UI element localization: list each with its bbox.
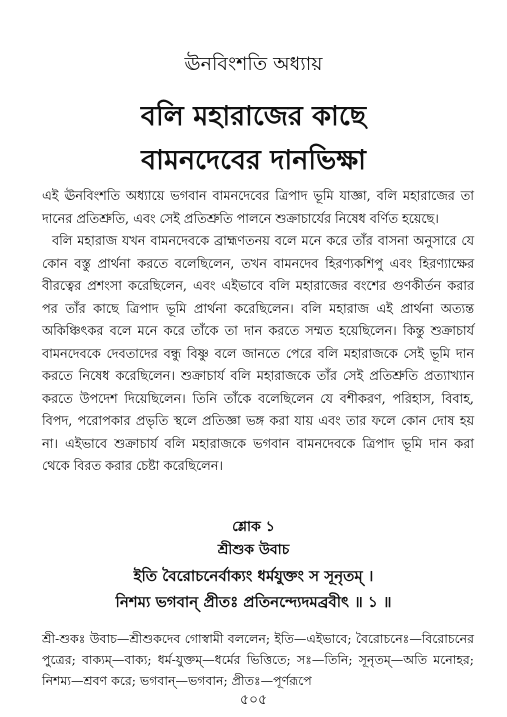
summary-paragraph: এই ঊনবিংশতি অধ্যায়ে ভগবান বামনদেবের ত্রিপাদ ভূমি যাজ্ঞা, বলি মহারাজের তা দানের প্রতিশ্রুতি, এবং সেই প্রতিশ্রুতি পালনে শুক্রাচার্যের নিষেধ বর্ণিত হয়েছে। (42, 189, 474, 227)
verse-speaker: শ্রীশুক উবাচ (217, 542, 290, 558)
summary-paragraph: বলি মহারাজ যখন বামনদেবকে ব্রাহ্মণতনয় বলে মনে করে তাঁর বাসনা অনুসারে যে কোন বস্তু প্রার্থনা করতে বলেছিলেন, তখন বামনদেব হিরণ্যকশিপু এবং হিরণ্যাক্ষের বীরত্বের প্রশংসা করেছিলেন, এবং এইভাবে বলি মহারাজের বংশের গুণকীর্তন করার পর তাঁর কাছে ত্রিপাদ ভূমি প্রার্থনা করেছিলেন। বলি মহারাজ এই প্রার্থনা অত্যন্ত অকিঞ্চিৎকর বলে মনে করে তাঁকে তা দান করতে সম্মত হয়েছিলেন। কিন্তু শুক্রাচার্য বামনদেবকে দেবতাদের বন্ধু বিষ্ণু বলে জানতে পেরে বলি মহারাজকে সেই ভূমি দান করতে নিষেধ করেছিলেন। শুক্রাচার্য বলি মহারাজকে তাঁর সেই প্রতিশ্রুতি প্রত্যাখ্যান করতে উপদেশ দিয়েছিলেন। তিনি তাঁকে বলেছিলেন যে বশীকরণ, পরিহাস, বিবাহ, বিপদ, পরোপকার প্রভৃতি স্থলে প্রতিজ্ঞা ভঙ্গ করা যায় এবং তার ফলে কোন দোষ হয় না। এইভাবে শুক্রাচার্য বলি মহারাজকে ভগবান বামনদেবকে ত্রিপাদ ভূমি দান করা থেকে বিরত করার চেষ্টা করেছিলেন। (42, 234, 474, 474)
page-title-line-1: বলি মহারাজের কাছে (140, 101, 367, 132)
verse-line: নিশম্য ভগবান্ প্রীতঃ প্রতিনন্দ্যেদমব্রবীৎ ॥ ১ ॥ (115, 593, 392, 611)
page-title-line-2: বামনদেবের দানভিক্ষা (141, 145, 366, 176)
page-number: ৫০৫ (239, 692, 268, 708)
chapter-summary (42, 186, 474, 479)
word-synonyms: শ্রী-শুকঃ উবাচ—শ্রীশুকদেব গোস্বামী বললেন; ইতি—এইভাবে; বৈরোচনেঃ—বিরোচনের পুত্রের; বাক্যম্—বাক্য; ধর্ম-যুক্তম্—ধর্মের ভিত্তিতে; সঃ—তিনি; সূনৃতম্—অতি মনোহর; নিশম্য—শ্রবণ করে; ভগবান্—ভগবান; প্রীতঃ—পূর্ণরূপে (42, 631, 474, 688)
verse-heading: শ্লোক ১ (232, 519, 275, 535)
chapter-label: ঊনবিংশতি অধ্যায় (184, 53, 323, 75)
verse-line: ইতি বৈরোচনের্বাক্যং ধর্মযুক্তং স সূনৃতম্ । (133, 567, 374, 585)
